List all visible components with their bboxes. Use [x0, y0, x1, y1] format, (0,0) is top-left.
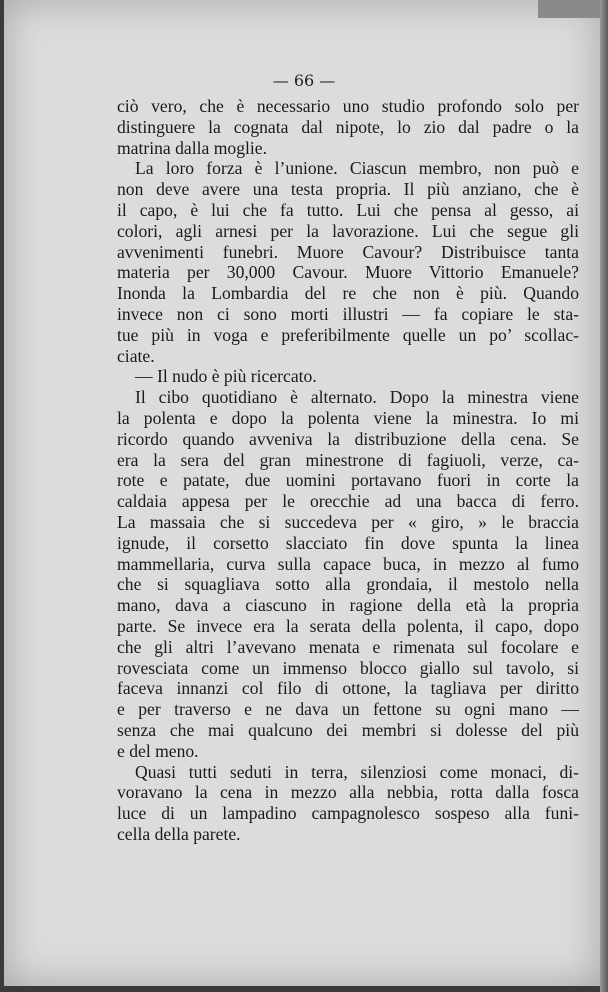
text-line: distinguere la cognata dal nipote, lo zio dal padre o la [117, 116, 579, 137]
text-line: che si squagliava sotto alla grondaia, il mestolo nella [117, 574, 579, 595]
text-line: luce di un lampadino campagnolesco sospeso alla funi- [117, 803, 579, 824]
text-line: ignude, il corsetto slacciato fin dove spunta la linea [117, 532, 579, 553]
text-line: invece non ci sono morti illustri — fa copiare le sta- [117, 303, 579, 324]
text-line: ciò vero, che è necessario uno studio profondo solo per [117, 96, 579, 116]
text-line: che gli altri l’avevano menata e rimenata sul focolare e [117, 636, 579, 657]
text-line: mammellaria, curva sulla capace buca, in mezzo al fumo [117, 553, 579, 574]
body-text [117, 96, 579, 845]
text-line: mano, dava a ciascuno in ragione della età la propria [117, 595, 579, 616]
text-line: era la sera del gran minestrone di fagiuoli, verze, ca- [117, 449, 579, 470]
page-corner-shadow [538, 0, 608, 18]
text-line: ricordo quando avveniva la distribuzione della cena. Se [117, 428, 579, 449]
text-line: senza che mai qualcuno dei membri si dolesse del più [117, 719, 579, 740]
text-line: materia per 30,000 Cavour. Muore Vittorio Emanuele? [117, 262, 579, 283]
text-line: — Il nudo è più ricercato. [135, 366, 317, 387]
text-line: il capo, è lui che fa tutto. Lui che pensa al gesso, ai [117, 199, 579, 220]
text-line: parte. Se invece era la serata della polenta, il capo, dopo [117, 615, 579, 636]
text-line: rovesciata come un immenso blocco giallo sul tavolo, si [117, 657, 579, 678]
text-line: e per traverso e ne dava un fettone su ogni mano — [117, 699, 579, 720]
text-line: faceva innanzi col filo di ottone, la tagliava per diritto [117, 678, 579, 699]
page-edge [600, 0, 608, 992]
text-line: La loro forza è l’unione. Ciascun membro, non può e [135, 158, 579, 179]
text-line: non deve avere una testa propria. Il più anziano, che è [117, 179, 579, 200]
text-line: avvenimenti funebri. Muore Cavour? Distribuisce tanta [117, 241, 579, 262]
text-line: Il cibo quotidiano è alternato. Dopo la minestra viene [135, 387, 579, 408]
text-line: e del meno. [117, 740, 199, 761]
text-line: tue più in voga e preferibilmente quelle un po’ scollac- [117, 324, 579, 345]
text-line: La massaia che si succedeva per « giro, » le braccia [117, 511, 579, 532]
text-line: colori, agli arnesi per la lavorazione. Lui che segue gli [117, 220, 579, 241]
text-line: Inonda la Lombardia del re che non è più. Quando [117, 283, 579, 304]
text-line: caldaia appesa per le orecchie ad una bacca di ferro. [117, 491, 579, 512]
text-line: cella della parete. [117, 823, 241, 844]
text-line: voravano la cena in mezzo alla nebbia, rotta dalla fosca [117, 782, 579, 803]
text-line: matrina dalla moglie. [117, 137, 267, 158]
text-line: rote e patate, due uomini portavano fuori in corte la [117, 470, 579, 491]
page-number: — 66 — [272, 71, 336, 90]
text-line: ciate. [117, 345, 155, 366]
text-line: Quasi tutti seduti in terra, silenziosi come monaci, di- [135, 761, 579, 782]
text-line: la polenta e dopo la polenta viene la minestra. Io mi [117, 407, 579, 428]
